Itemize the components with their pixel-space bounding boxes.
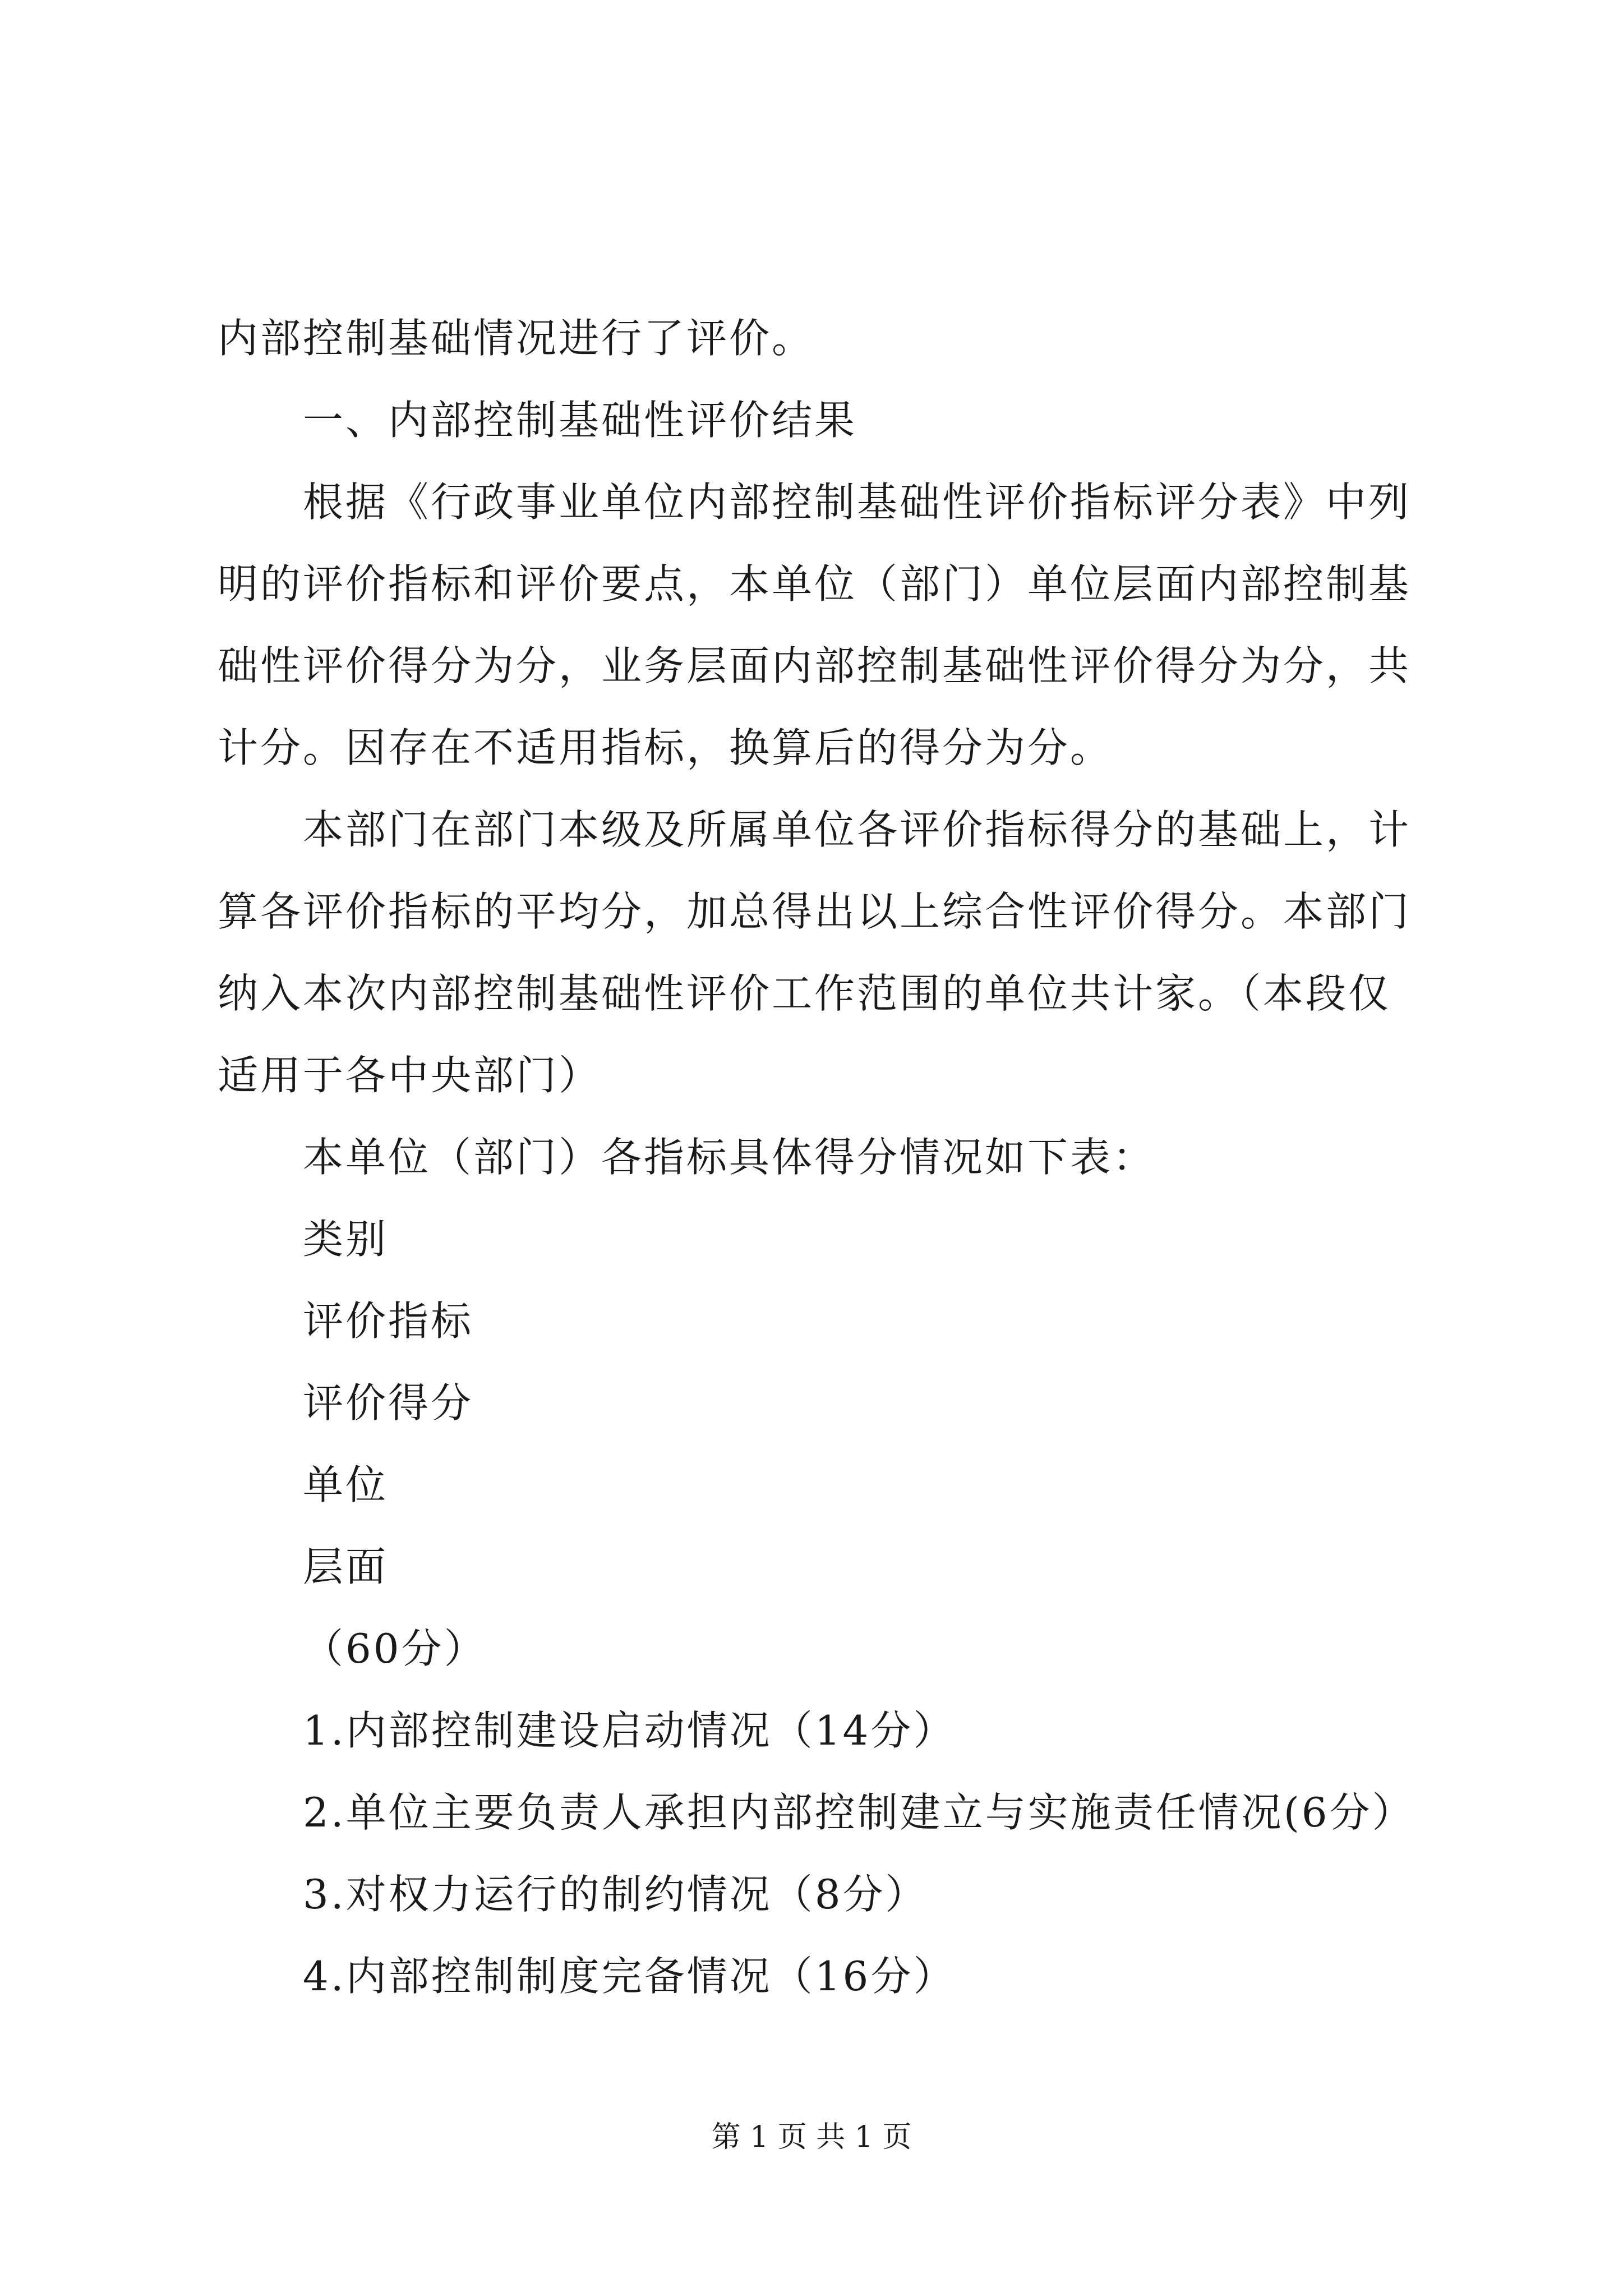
table-cell-line: 单位 — [303, 1461, 389, 1508]
paragraph-line: 本部门在部门本级及所属单位各评价指标得分的基础上，计 — [303, 806, 1412, 853]
table-cell-line: （60分） — [303, 1625, 487, 1672]
indicator-line: 1.内部控制建设启动情况（14分） — [303, 1707, 956, 1754]
table-cell-line: 评价指标 — [303, 1297, 474, 1345]
paragraph-line: 明的评价指标和评价要点，本单位（部门）单位层面内部控制基 — [218, 560, 1412, 608]
paragraph-line: 算各评价指标的平均分，加总得出以上综合性评价得分。本部门 — [218, 888, 1412, 935]
table-cell-line: 层面 — [303, 1543, 389, 1590]
indicator-line: 2.单位主要负责人承担内部控制建立与实施责任情况(6分） — [303, 1789, 1415, 1836]
paragraph-line: 础性评价得分为分，业务层面内部控制基础性评价得分为分，共 — [218, 642, 1412, 689]
paragraph-line: 内部控制基础情况进行了评价。 — [218, 315, 815, 362]
paragraph-line: 本单位（部门）各指标具体得分情况如下表： — [303, 1134, 1156, 1181]
paragraph-line: 适用于各中央部门） — [218, 1052, 602, 1099]
indicator-line: 3.对权力运行的制约情况（8分） — [303, 1871, 928, 1918]
document-body — [218, 297, 1429, 2017]
table-cell-line: 类别 — [303, 1216, 389, 1263]
table-cell-line: 评价得分 — [303, 1379, 474, 1427]
paragraph-line: 根据《行政事业单位内部控制基础性评价指标评分表》中列 — [303, 478, 1412, 526]
paragraph-line: 纳入本次内部控制基础性评价工作范围的单位共计家。（本段仅 — [218, 970, 1391, 1017]
paragraph-line: 计分。因存在不适用指标，换算后的得分为分。 — [218, 724, 1113, 771]
section-heading: 一、内部控制基础性评价结果 — [303, 397, 857, 444]
indicator-line: 4.内部控制制度完备情况（16分） — [303, 1953, 956, 2000]
page-footer: 第 1 页 共 1 页 — [711, 2120, 912, 2154]
